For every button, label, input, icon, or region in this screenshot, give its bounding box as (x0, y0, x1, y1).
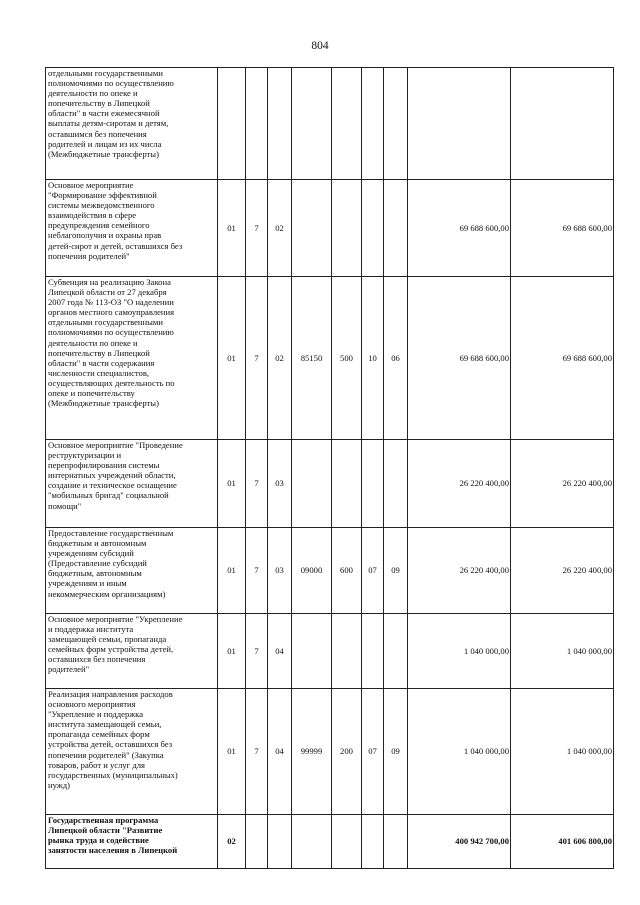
table-row (46, 440, 614, 528)
direction-code (292, 180, 332, 277)
table-row (46, 180, 614, 277)
row-name: Реализация направления расходов основного мероприятия "Укрепление и поддержка института замещающей семьи, пропаганда семейных форм устройства детей, оставшихся без попечения родителей" (Закупка товаров, работ и услуг для государственных (муниципальных) нужд) (46, 689, 218, 815)
subprogram-code: 7 (246, 180, 268, 277)
expense-type (332, 440, 362, 528)
table-row (46, 528, 614, 614)
table-row (46, 815, 614, 869)
program-code: 01 (218, 614, 246, 689)
section: 10 (362, 277, 384, 440)
activity-code: 04 (268, 614, 292, 689)
program-code: 01 (218, 180, 246, 277)
activity-code: 02 (268, 180, 292, 277)
subprogram-code: 7 (246, 440, 268, 528)
amount-year-1: 1 040 000,00 (408, 689, 511, 815)
expense-type (332, 68, 362, 180)
direction-code: 99999 (292, 689, 332, 815)
activity-code: 03 (268, 528, 292, 614)
table-row (46, 277, 614, 440)
subsection (384, 68, 408, 180)
expense-type: 200 (332, 689, 362, 815)
amount-year-2: 401 606 800,00 (511, 815, 614, 869)
table-row (46, 689, 614, 815)
amount-year-1: 69 688 600,00 (408, 277, 511, 440)
amount-year-2 (511, 68, 614, 180)
expense-type (332, 180, 362, 277)
expense-type (332, 614, 362, 689)
row-name: Основное мероприятие "Укрепление и поддержка института замещающей семьи, пропаганда семейных форм устройства детей, оставшихся без попечения родителей" (46, 614, 218, 689)
program-code (218, 68, 246, 180)
section (362, 68, 384, 180)
subsection: 06 (384, 277, 408, 440)
row-name: Государственная программа Липецкой области "Развитие рынка труда и содействие занятости населения в Липецкой (46, 815, 218, 869)
amount-year-2: 1 040 000,00 (511, 689, 614, 815)
amount-year-2: 69 688 600,00 (511, 180, 614, 277)
amount-year-1: 26 220 400,00 (408, 528, 511, 614)
program-code: 01 (218, 689, 246, 815)
expense-type: 500 (332, 277, 362, 440)
amount-year-2: 26 220 400,00 (511, 528, 614, 614)
amount-year-2: 69 688 600,00 (511, 277, 614, 440)
subsection: 09 (384, 689, 408, 815)
activity-code: 04 (268, 689, 292, 815)
direction-code: 85150 (292, 277, 332, 440)
subprogram-code: 7 (246, 528, 268, 614)
row-name: Субвенция на реализацию Закона Липецкой области от 27 декабря 2007 года № 113-ОЗ "О наделении органов местного самоуправления отдельными государственными полномочиями по осуществлению деятельности по опеке и попечительству в Липецкой области" в части содержания численности специалистов, осуществляющих деятельность по опеке и попечительству (Межбюджетные трансферты) (46, 277, 218, 440)
subprogram-code: 7 (246, 689, 268, 815)
direction-code: 09000 (292, 528, 332, 614)
section (362, 815, 384, 869)
direction-code (292, 815, 332, 869)
direction-code (292, 440, 332, 528)
subprogram-code: 7 (246, 277, 268, 440)
subsection: 09 (384, 528, 408, 614)
section (362, 440, 384, 528)
amount-year-2: 1 040 000,00 (511, 614, 614, 689)
subsection (384, 180, 408, 277)
program-code: 02 (218, 815, 246, 869)
section (362, 180, 384, 277)
subprogram-code: 7 (246, 614, 268, 689)
direction-code (292, 68, 332, 180)
subsection (384, 440, 408, 528)
activity-code (268, 68, 292, 180)
program-code: 01 (218, 440, 246, 528)
section: 07 (362, 689, 384, 815)
activity-code (268, 815, 292, 869)
activity-code: 02 (268, 277, 292, 440)
subprogram-code (246, 68, 268, 180)
row-name: отдельными государственными полномочиями по осуществлению деятельности по опеке и попечительству в Липецкой области" в части ежемесячной выплаты детям-сиротам и детям, оставшимся без попечения родителей и лицам из их числа (Межбюджетные трансферты) (46, 68, 218, 180)
amount-year-1: 400 942 700,00 (408, 815, 511, 869)
section: 07 (362, 528, 384, 614)
program-code: 01 (218, 277, 246, 440)
amount-year-1 (408, 68, 511, 180)
program-code: 01 (218, 528, 246, 614)
table-row (46, 68, 614, 180)
section (362, 614, 384, 689)
direction-code (292, 614, 332, 689)
subsection (384, 815, 408, 869)
row-name: Основное мероприятие "Формирование эффективной системы межведомственного взаимодействия в сфере предупреждения семейного неблагополучия и охраны прав детей-сирот и детей, оставшихся без попечения родителей" (46, 180, 218, 277)
subprogram-code (246, 815, 268, 869)
row-name: Предоставление государственным бюджетным и автономным учреждениям субсидий (Предоставление субсидий бюджетным, автономным учреждениям и иным некоммерческим организациям) (46, 528, 218, 614)
subsection (384, 614, 408, 689)
activity-code: 03 (268, 440, 292, 528)
expense-type (332, 815, 362, 869)
row-name: Основное мероприятие "Проведение реструктуризации и перепрофилирования системы интернатных учреждений области, создание и техническое оснащение "мобильных бригад" социальной помощи" (46, 440, 218, 528)
table-row (46, 614, 614, 689)
amount-year-1: 69 688 600,00 (408, 180, 511, 277)
budget-table (45, 67, 614, 869)
amount-year-2: 26 220 400,00 (511, 440, 614, 528)
amount-year-1: 26 220 400,00 (408, 440, 511, 528)
amount-year-1: 1 040 000,00 (408, 614, 511, 689)
expense-type: 600 (332, 528, 362, 614)
page-number: 804 (311, 40, 329, 52)
